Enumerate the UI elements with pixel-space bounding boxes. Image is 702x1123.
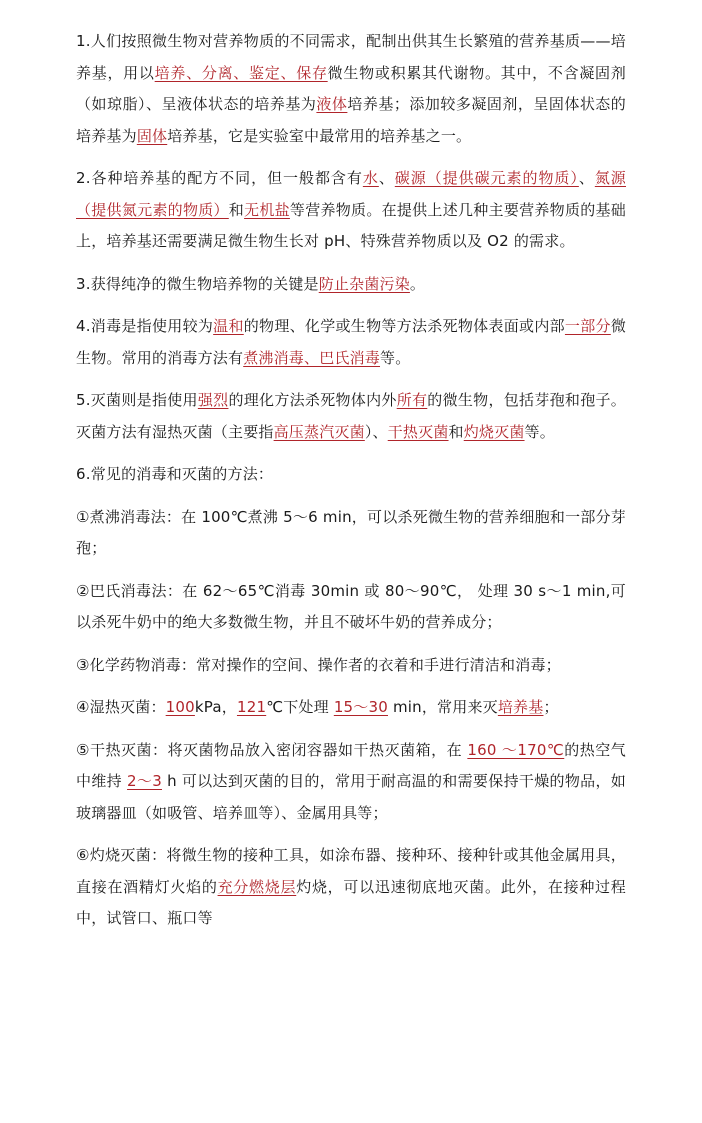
paragraph-text: ⑤干热灭菌：将灭菌物品放入密闭容器如干热灭菌箱，在 [76, 740, 468, 759]
paragraph [76, 311, 626, 374]
paragraph [76, 502, 626, 565]
paragraph-text: 的微生物，包括芽孢和孢子。灭菌方法有湿热灭菌（主要指 [76, 391, 626, 441]
highlighted-answer: 充分燃烧层 [217, 877, 297, 896]
highlighted-answer: 干热灭菌 [387, 422, 449, 441]
paragraph-text: ℃下处理 [266, 698, 334, 716]
paragraph [76, 692, 626, 724]
highlighted-answer: 培养基 [497, 698, 544, 716]
highlighted-answer: 培养、分离、鉴定、保存 [154, 63, 328, 82]
paragraph [76, 459, 626, 491]
paragraph [76, 735, 626, 830]
paragraph-text: 的物理、化学或生物等方法杀死物体表面或内部 [243, 317, 565, 335]
paragraph-text: 6.常见的消毒和灭菌的方法： [76, 465, 274, 483]
paragraph [76, 840, 626, 935]
paragraph-text: 。 [409, 274, 426, 293]
highlighted-answer: 160 ～170℃ [467, 740, 565, 759]
highlighted-answer: 一部分 [564, 317, 611, 335]
highlighted-answer: 固体 [136, 126, 168, 145]
paragraph-text: 、 [378, 169, 395, 187]
highlighted-answer: 水 [362, 169, 379, 187]
paragraph-text: 1.人们按照微生物对营养物质的不同需求，配制出供其生长繁殖的营养基质——培养基，用以 [76, 32, 626, 82]
paragraph-text: ； [543, 698, 559, 716]
paragraph-text: 、 [578, 169, 595, 187]
paragraph-text: 培养基；添加较多凝固剂，呈固体状态的培养基为 [76, 95, 627, 145]
paragraph-text: 等。 [380, 348, 411, 367]
paragraph-text: 的理化方法杀死物体内外 [228, 391, 397, 409]
paragraph-text: min，常用来灭 [388, 698, 498, 716]
highlighted-answer: 碳源（提供碳元素的物质） [394, 169, 579, 187]
paragraph-text: ①煮沸消毒法：在 100℃煮沸 5～6 min，可以杀死微生物的营养细胞和一部分芽孢； [76, 507, 626, 557]
highlighted-answer: 所有 [396, 391, 428, 409]
paragraph [76, 650, 626, 682]
paragraph [76, 26, 626, 152]
paragraph-text: 3.获得纯净的微生物培养物的关键是 [76, 274, 319, 293]
paragraph-text: 5.灭菌则是指使用 [76, 391, 198, 409]
highlighted-answer: 氮源（提供氮元素的物质） [76, 169, 626, 219]
paragraph-text: ②巴氏消毒法：在 62～65℃消毒 30min 或 80～90℃， 处理 30 s～1 min,可以杀死牛奶中的绝大多数微生物，并且不破坏牛奶的营养成分； [76, 581, 626, 631]
paragraph-text: 和 [448, 422, 464, 441]
paragraph-text: h 可以达到灭菌的目的，常用于耐高温的和需要保持干燥的物品，如玻璃器皿（如吸管、培养皿等）、金属用具等； [76, 772, 626, 822]
highlighted-answer: 液体 [316, 95, 348, 113]
paragraph-text: 微生物或积累其代谢物。其中，不含凝固剂（如琼脂）、呈液体状态的培养基为 [76, 63, 626, 113]
paragraph-text: ③化学药物消毒：常对操作的空间、操作者的衣着和手进行清洁和消毒； [76, 655, 561, 674]
highlighted-answer: 防止杂菌污染 [318, 274, 410, 293]
highlighted-answer: 高压蒸汽灭菌 [273, 422, 365, 441]
paragraph-text: 等营养物质。在提供上述几种主要营养物质的基础上，培养基还需要满足微生物生长对 pH、特殊营养物质以及 O2 的需求。 [76, 200, 626, 250]
paragraph [76, 576, 626, 639]
paragraph-text: 培养基，它是实验室中最常用的培养基之一。 [167, 126, 472, 145]
paragraph-text: 的热空气中维持 [76, 740, 626, 790]
highlighted-answer: 强烈 [197, 391, 229, 409]
paragraph [76, 385, 626, 448]
paragraph-text: 2.各种培养基的配方不同，但一般都含有 [76, 169, 363, 187]
highlighted-answer: 121 [236, 698, 267, 716]
paragraph-text: 4.消毒是指使用较为 [76, 317, 214, 335]
paragraph-text: 和 [228, 200, 245, 219]
highlighted-answer: 温和 [213, 317, 244, 335]
paragraph-text: ⑥灼烧灭菌：将微生物的接种工具，如涂布器、接种环、接种针或其他金属用具，直接在酒精灯火焰的 [76, 846, 626, 896]
document-body [76, 26, 626, 935]
paragraph-text: ）、 [364, 422, 388, 441]
highlighted-answer: 15～30 [333, 698, 388, 716]
highlighted-answer: 无机盐 [244, 200, 290, 219]
highlighted-answer: 100 [165, 698, 195, 716]
paragraph-text: 微生物。常用的消毒方法有 [76, 317, 627, 367]
highlighted-answer: 煮沸消毒、巴氏消毒 [243, 348, 381, 367]
paragraph-text: 灼烧，可以迅速彻底地灭菌。此外，在接种过程中，试管口、瓶口等 [76, 877, 626, 927]
paragraph-text: 等。 [524, 422, 555, 441]
paragraph [76, 269, 626, 301]
highlighted-answer: 2～3 [127, 772, 162, 790]
paragraph-text: kPa， [194, 698, 237, 716]
paragraph-text: ④湿热灭菌： [76, 698, 166, 716]
highlighted-answer: 灼烧灭菌 [463, 422, 525, 441]
paragraph [76, 163, 626, 258]
